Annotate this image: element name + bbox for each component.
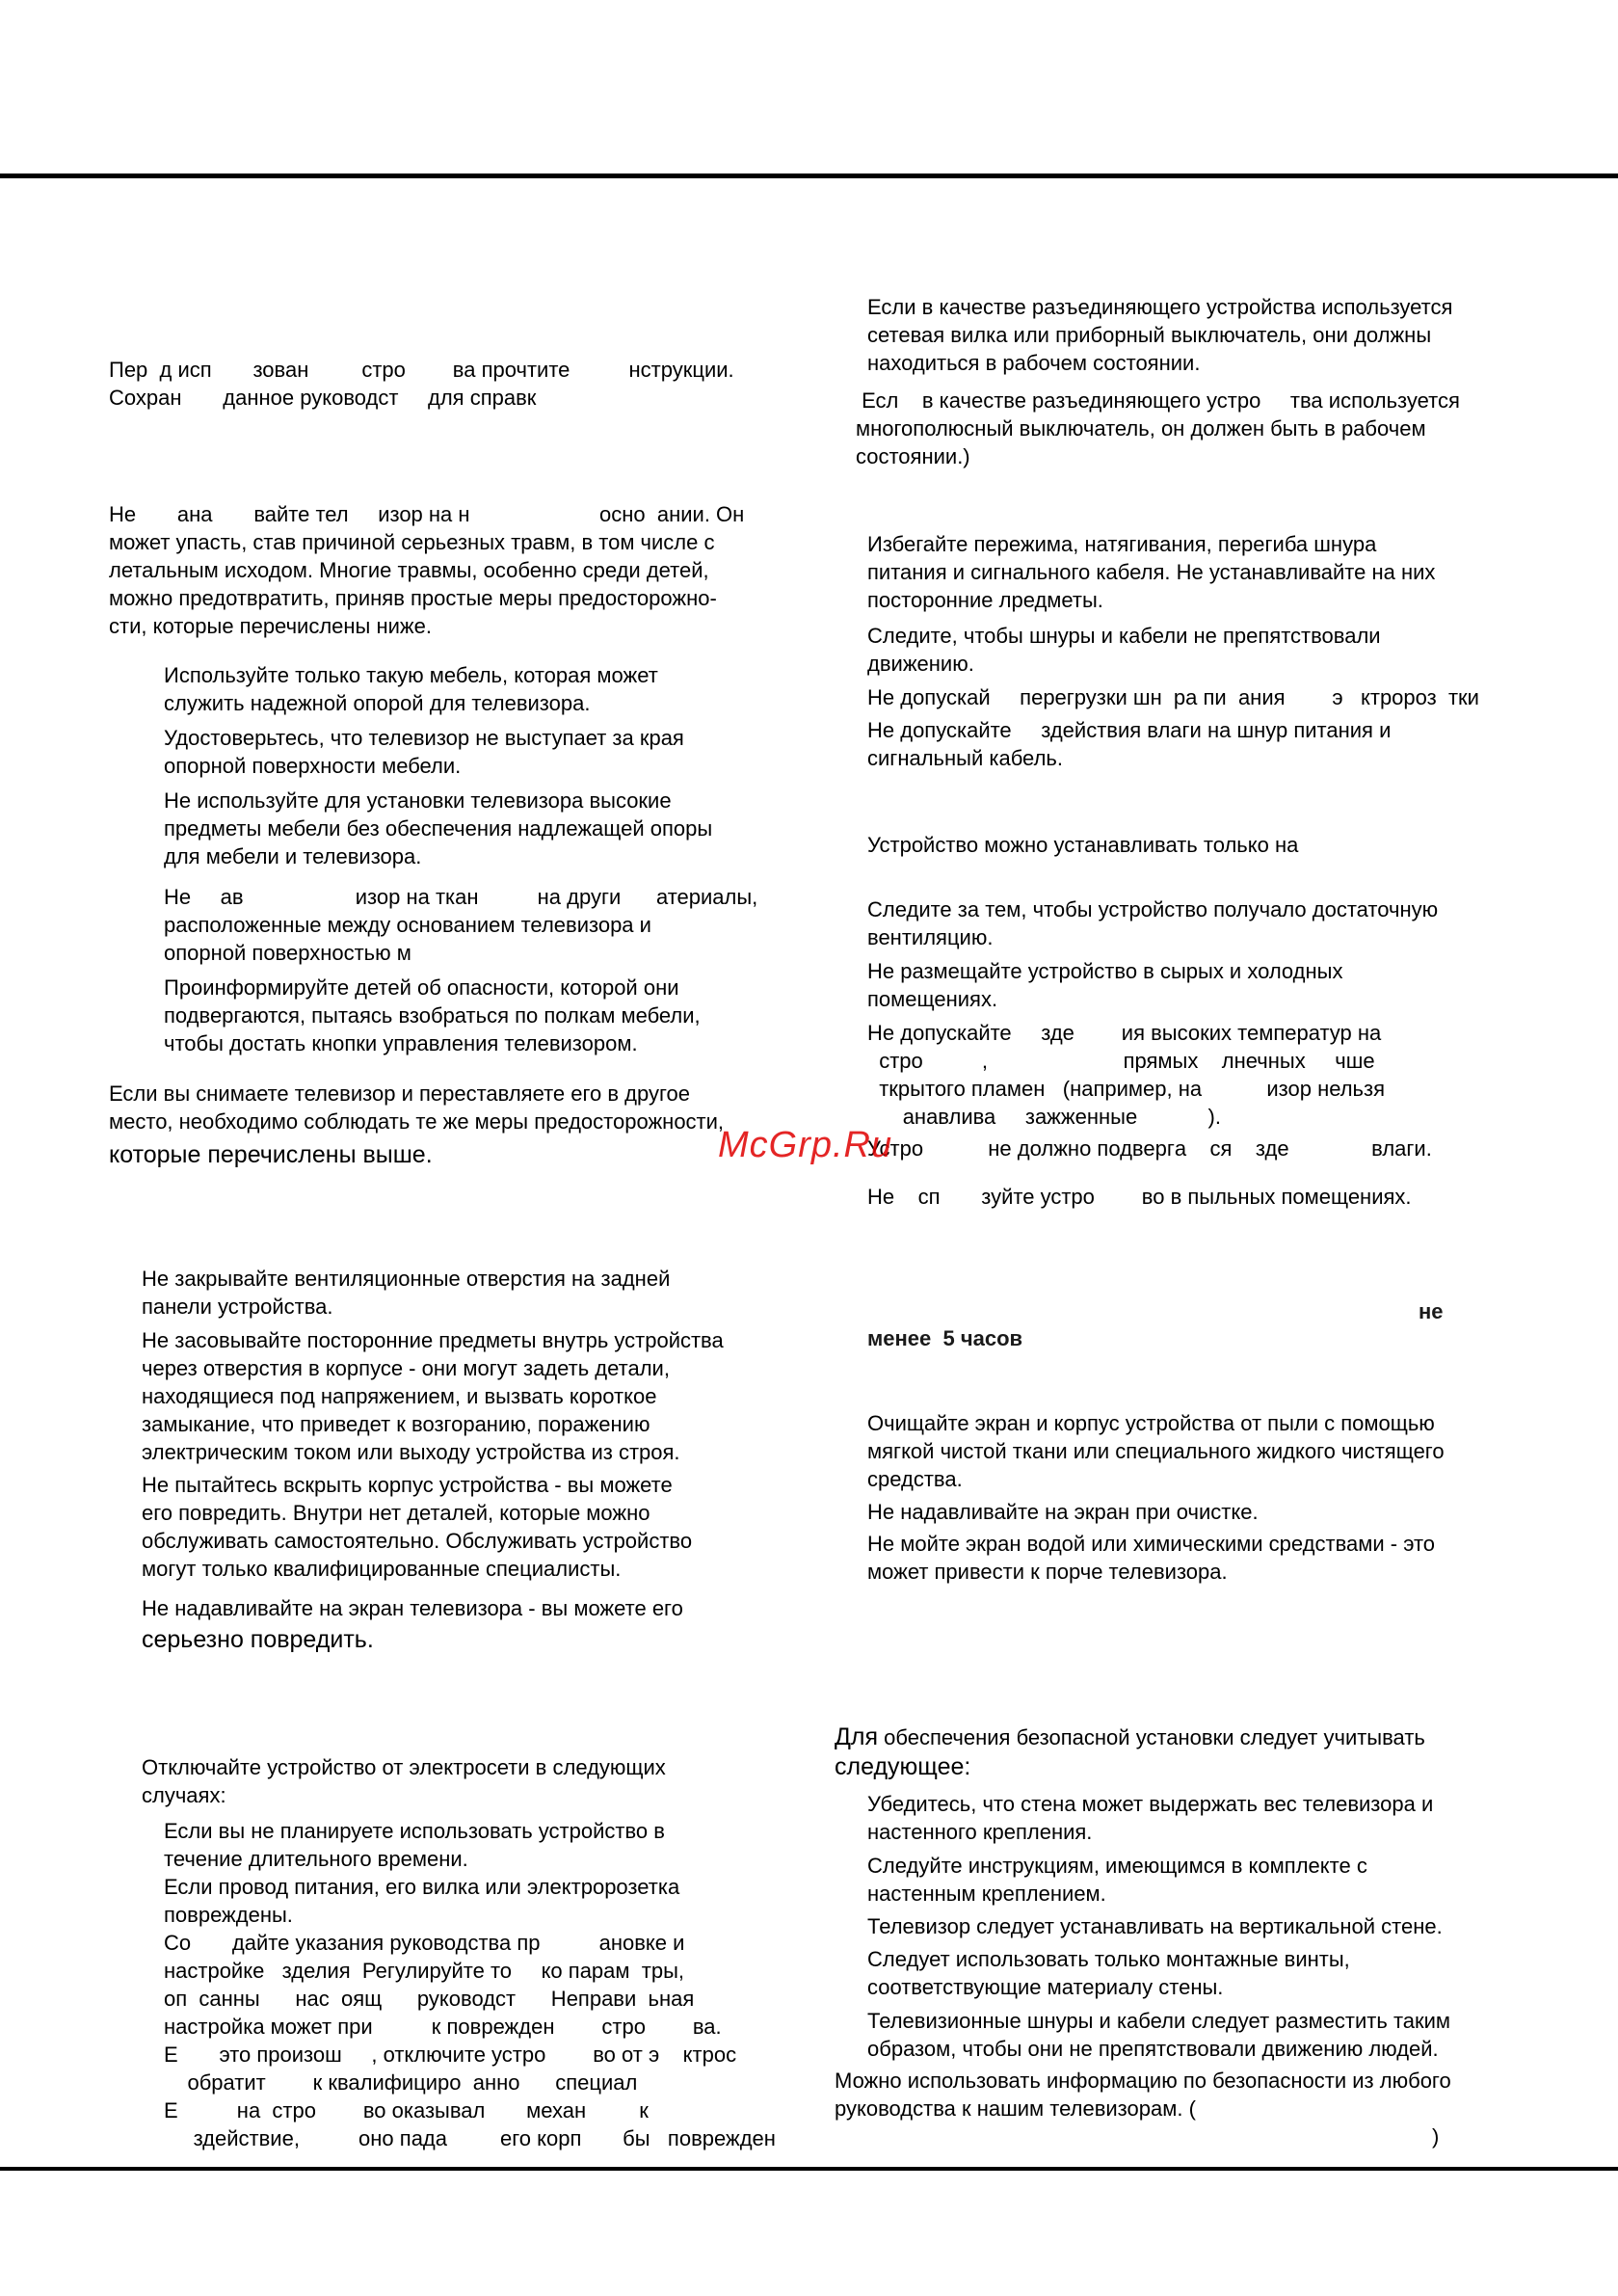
- case-item-4-end: серьезно повредить.: [142, 1626, 374, 1653]
- cable-item-1: Избегайте пережима, натягивания, перегиба шнура питания и сигнального кабеля. Не устанавливайте на них посторонние лредметы.: [867, 532, 1436, 612]
- environment-item-4: Устро не должно подвергa ся зде влаги.: [867, 1136, 1432, 1161]
- intro-text: Пер д исп зован стро ва прочтите нструкции. Сохран данное руководст для справк: [109, 358, 734, 410]
- environment-item-1: Следите за тем, чтобы устройство получало достаточную вентиляцию.: [867, 897, 1439, 949]
- bottom-rule: [0, 2167, 1618, 2171]
- relocation-note: Если вы снимаете телевизор и переставляете его в другое место, необходимо соблюдать те же меры предосторожности,: [109, 1081, 725, 1134]
- mount-outro-paren: ): [1432, 2124, 1440, 2149]
- tip-over-warning: Не ана вайте тел изор на н осно ании. Он может упасть, став причиной серьезных травм, в том числе с летальным исходом. Многие травмы, особенно среди детей, можно предотвратить, приняв простые меры предосторожно- сти, которые перечислены ниже.: [109, 502, 745, 638]
- cable-item-2: Следите, чтобы шнуры и кабели не препятствовали движению.: [867, 624, 1381, 676]
- environment-item-3: Не допускайте зде ия высоких температур на стро , прямых лнечных чше ткрытого пламен (например, на изор нельзя анавлива зажженные ).: [867, 1021, 1386, 1129]
- furniture-item-3: Не используйте для установки телевизора высокие предметы мебели без обеспечения надлежащей опоры для мебели и телевизора.: [164, 788, 713, 868]
- clean-item-2: Не надавливайте на экран при очистке.: [867, 1500, 1259, 1524]
- bold-hours: менее 5 часов: [867, 1326, 1023, 1350]
- mount-item-5: Телевизионные шнуры и кабели следует разместить таким образом, чтобы они не препятствовали движению людей.: [867, 2009, 1451, 2061]
- mount-outro: Можно использовать информацию по безопасности из любого руководства к нашим телевизорам. (: [835, 2069, 1451, 2121]
- unplug-item-5: Е на стро во оказывал механ к здействие, оно пада его корп бы поврежден: [164, 2098, 776, 2150]
- case-item-3: Не пытайтесь вскрыть корпус устройства - вы можете его повредить. Внутри нет деталей, которые можно обслуживать самостоятельно. Обслуживать устройство могут только квалифицированные специалисты.: [142, 1473, 693, 1581]
- mount-intro-end: следующее:: [835, 1753, 971, 1780]
- case-item-2: Не засовывайте посторонние предметы внутрь устройства через отверстия в корпусе - они могут задеть детали, находящиеся под напряжением, и вызвать короткое замыкание, что приведет к возгоранию, поражению электрическим током или выходу устройства из строя.: [142, 1328, 724, 1464]
- placement-note: Устройство можно устанавливать только на: [867, 833, 1299, 857]
- mount-intro-word: Для: [835, 1723, 879, 1750]
- mount-item-4: Следует использовать только монтажные винты, соответствующие материалу стены.: [867, 1947, 1350, 1999]
- cable-item-4: Не допускайте здействия влаги на шнур питания и сигнальный кабель.: [867, 718, 1392, 770]
- case-item-4: Не надавливайте на экран телевизора - вы можете его: [142, 1596, 683, 1620]
- unplug-item-2: Если провод питания, его вилка или электророзетка повреждены.: [164, 1875, 680, 1927]
- environment-item-2: Не размещайте устройство в сырых и холодных помещениях.: [867, 959, 1343, 1011]
- clean-item-1: Очищайте экран и корпус устройства от пыли с помощью мягкой чистой ткани или специального жидкого чистящего средства.: [867, 1411, 1445, 1491]
- mount-item-1: Убедитесь, что стена может выдержать вес телевизора и настенного крепления.: [867, 1792, 1434, 1844]
- environment-item-5: Не сп зуйте устро во в пыльных помещениях.: [867, 1185, 1412, 1209]
- site-watermark: McGrp.Ru: [718, 1125, 893, 1165]
- unplug-item-1: Если вы не планируете использовать устройство в течение длительного времени.: [164, 1819, 665, 1871]
- unplug-intro: Отключайте устройство от электросети в следующих случаях:: [142, 1755, 666, 1807]
- mount-intro-rest: обеспечения безопасной установки следует учитывать: [878, 1725, 1425, 1749]
- disconnect-switch-note: Есл в качестве разъединяющего устро тва используется многополюсный выключатель, он должен быть в рабочем состоянии.): [856, 388, 1460, 468]
- relocation-note-end: которые перечислены выше.: [109, 1141, 433, 1168]
- furniture-item-1: Используйте только такую мебель, которая может служить надежной опорой для телевизора.: [164, 663, 658, 715]
- mount-intro: [835, 1722, 1425, 1752]
- mount-item-2: Следуйте инструкциям, имеющимся в комплекте с настенным креплением.: [867, 1854, 1367, 1906]
- furniture-item-2: Удостоверьтесь, что телевизор не выступает за края опорной поверхности мебели.: [164, 726, 684, 778]
- top-rule: [0, 174, 1618, 178]
- clean-item-3: Не мойте экран водой или химическими средствами - это может привести к порче телевизора.: [867, 1532, 1436, 1584]
- furniture-item-5: Проинформируйте детей об опасности, которой они подвергаются, пытаясь взобраться по полкам мебели, чтобы достать кнопки управления телевизором.: [164, 975, 701, 1055]
- bold-ne: не: [1419, 1299, 1444, 1323]
- cable-item-3: Не допускай перегрузки шн ра пи ания э ктророз тки: [867, 685, 1479, 709]
- disconnect-device-note: Если в качестве разъединяющего устройства используется сетевая вилка или приборный выключатель, они должны находиться в рабочем состоянии.: [867, 295, 1453, 375]
- furniture-item-4: Не ав изор на ткан на други атериалы, расположенные между основанием телевизора и опорной поверхностью м: [164, 885, 758, 965]
- unplug-item-3: Со дайте указания руководства пр ановке и настройке зделия Регулируйте то ко парам тры, оп санны нас оящ руководст Неправи ьная настройка может при к поврежден стро ва.: [164, 1931, 722, 2039]
- unplug-item-4: Е это произош , отключите устро во от э ктрос обратит к квалифициро анно специал: [164, 2042, 737, 2095]
- case-item-1: Не закрывайте вентиляционные отверстия на задней панели устройства.: [142, 1267, 671, 1319]
- mount-item-3: Телевизор следует устанавливать на вертикальной стене.: [867, 1914, 1443, 1938]
